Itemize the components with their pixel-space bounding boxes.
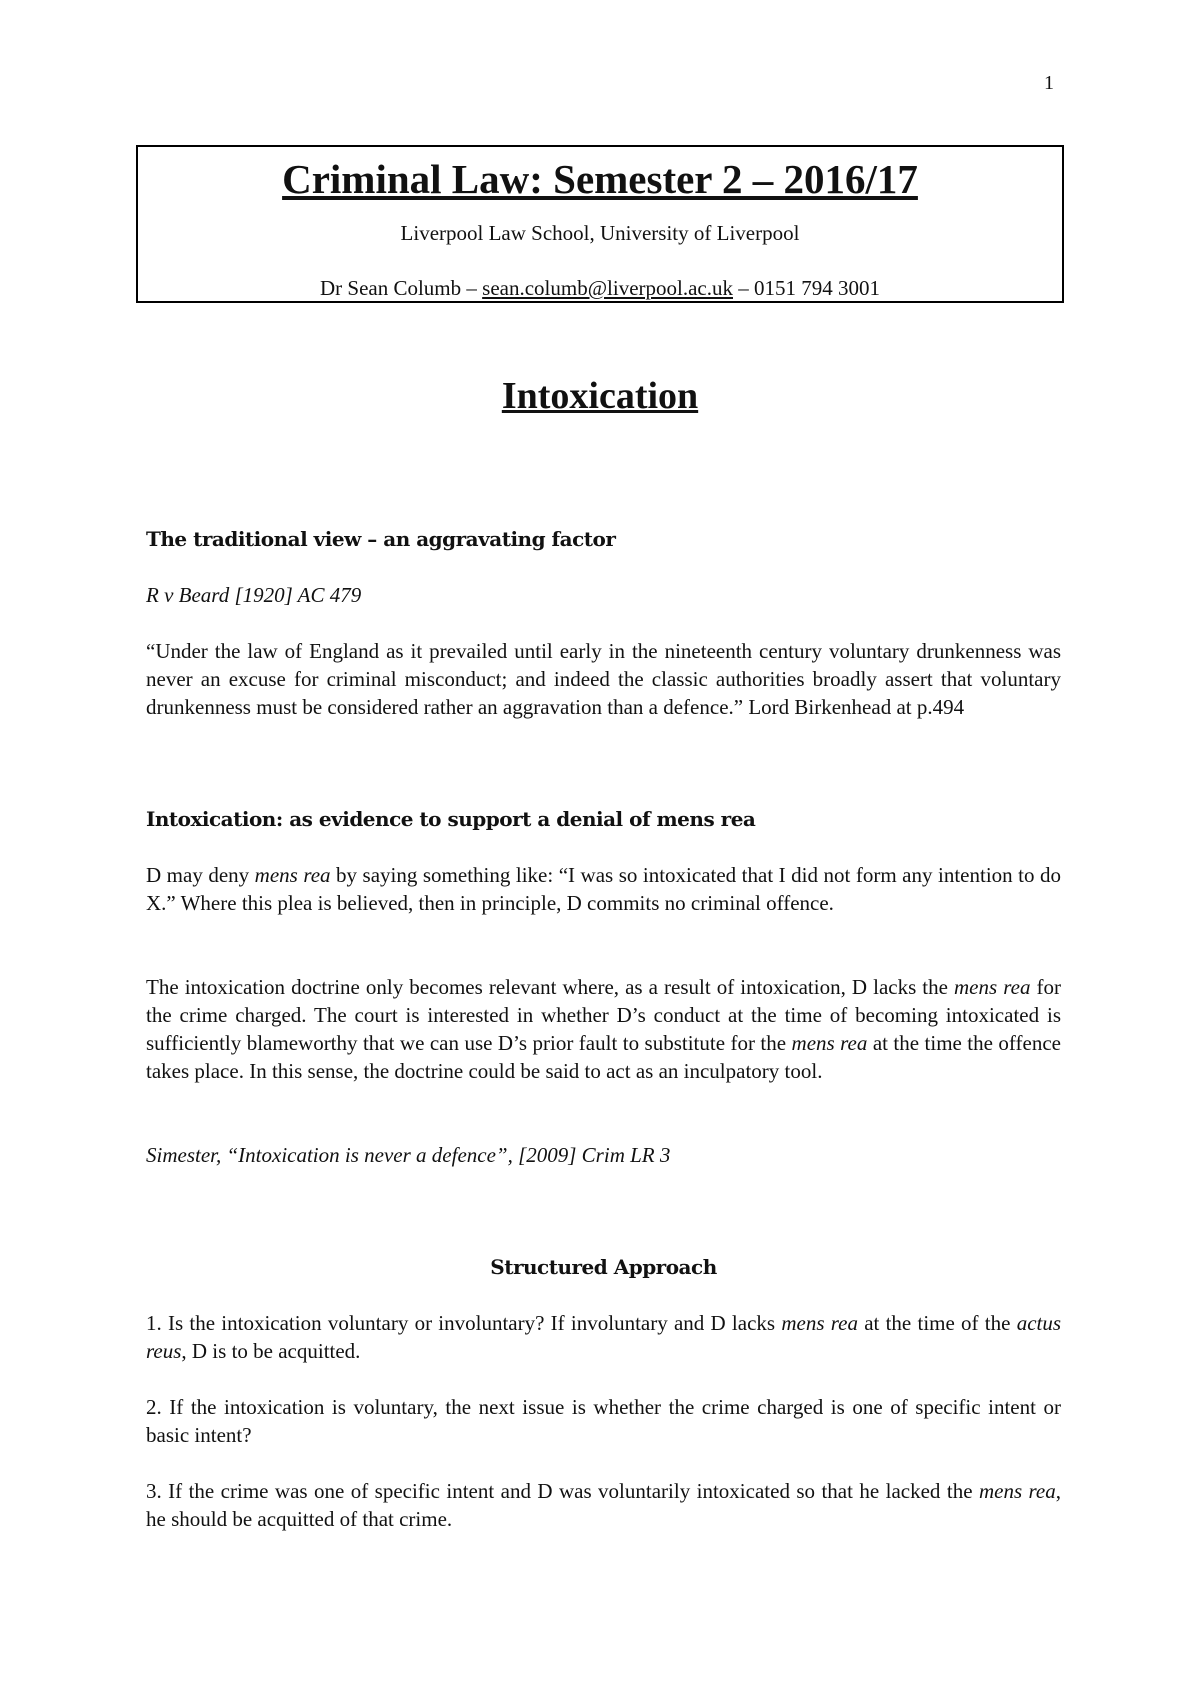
course-title: Criminal Law: Semester 2 – 2016/17 — [282, 156, 918, 202]
step-3: 3. If the crime was one of specific intent and D was voluntarily intoxicated so that he lacked the mens rea, he should be acquitted of that crime. — [146, 1479, 1062, 1531]
step-2: 2. If the intoxication is voluntary, the next issue is whether the crime charged is one of specific intent or basic intent? — [146, 1395, 1061, 1447]
institution-line: Liverpool Law School, University of Liverpool — [400, 221, 800, 245]
contact-phone: – 0151 794 3001 — [733, 276, 880, 300]
paragraph-deny-mens-rea: D may deny mens rea by saying something like: “I was so intoxicated that I did not form any intention to do X.” Where this plea is believed, then in principle, D commits no criminal offence. — [146, 863, 1061, 915]
course-header-box — [136, 145, 1064, 303]
heading-structured-approach: Structured Approach — [490, 1255, 717, 1279]
contact-line — [138, 275, 1062, 302]
contact-name: Dr Sean Columb – — [319, 276, 483, 300]
heading-evidence-mens-rea: Intoxication: as evidence to support a denial of mens rea — [146, 807, 756, 831]
case-citation-beard: R v Beard [1920] AC 479 — [146, 583, 362, 607]
paragraph-intoxication-doctrine: The intoxication doctrine only becomes relevant where, as a result of intoxication, D lacks the mens rea for the crime charged. The court is interested in whether D’s conduct at the time of becoming intoxicated is sufficiently blameworthy that we can use D’s prior fault to substitute for the mens rea at the time the offence takes place. In this sense, the doctrine could be said to act as an inculpatory tool. — [146, 975, 1061, 1083]
document-title: Intoxication — [501, 375, 699, 417]
page-number: 1 — [1044, 72, 1054, 94]
step-1: 1. Is the intoxication voluntary or involuntary? If involuntary and D lacks mens rea at the time of the actus reus, D is to be acquitted. — [146, 1311, 1062, 1363]
quote-birkenhead: “Under the law of England as it prevailed until early in the nineteenth century voluntary drunkenness was never an excuse for criminal misconduct; and indeed the classic authorities broadly assert that voluntary drunkenness must be considered rather an aggravation than a defence.” Lord Birkenhead at p.494 — [146, 639, 1061, 719]
contact-email-link[interactable]: sean.columb@liverpool.ac.uk — [482, 276, 733, 300]
citation-simester: Simester, “Intoxication is never a defence”, [2009] Crim LR 3 — [146, 1143, 671, 1167]
heading-traditional-view: The traditional view – an aggravating factor — [146, 527, 616, 551]
